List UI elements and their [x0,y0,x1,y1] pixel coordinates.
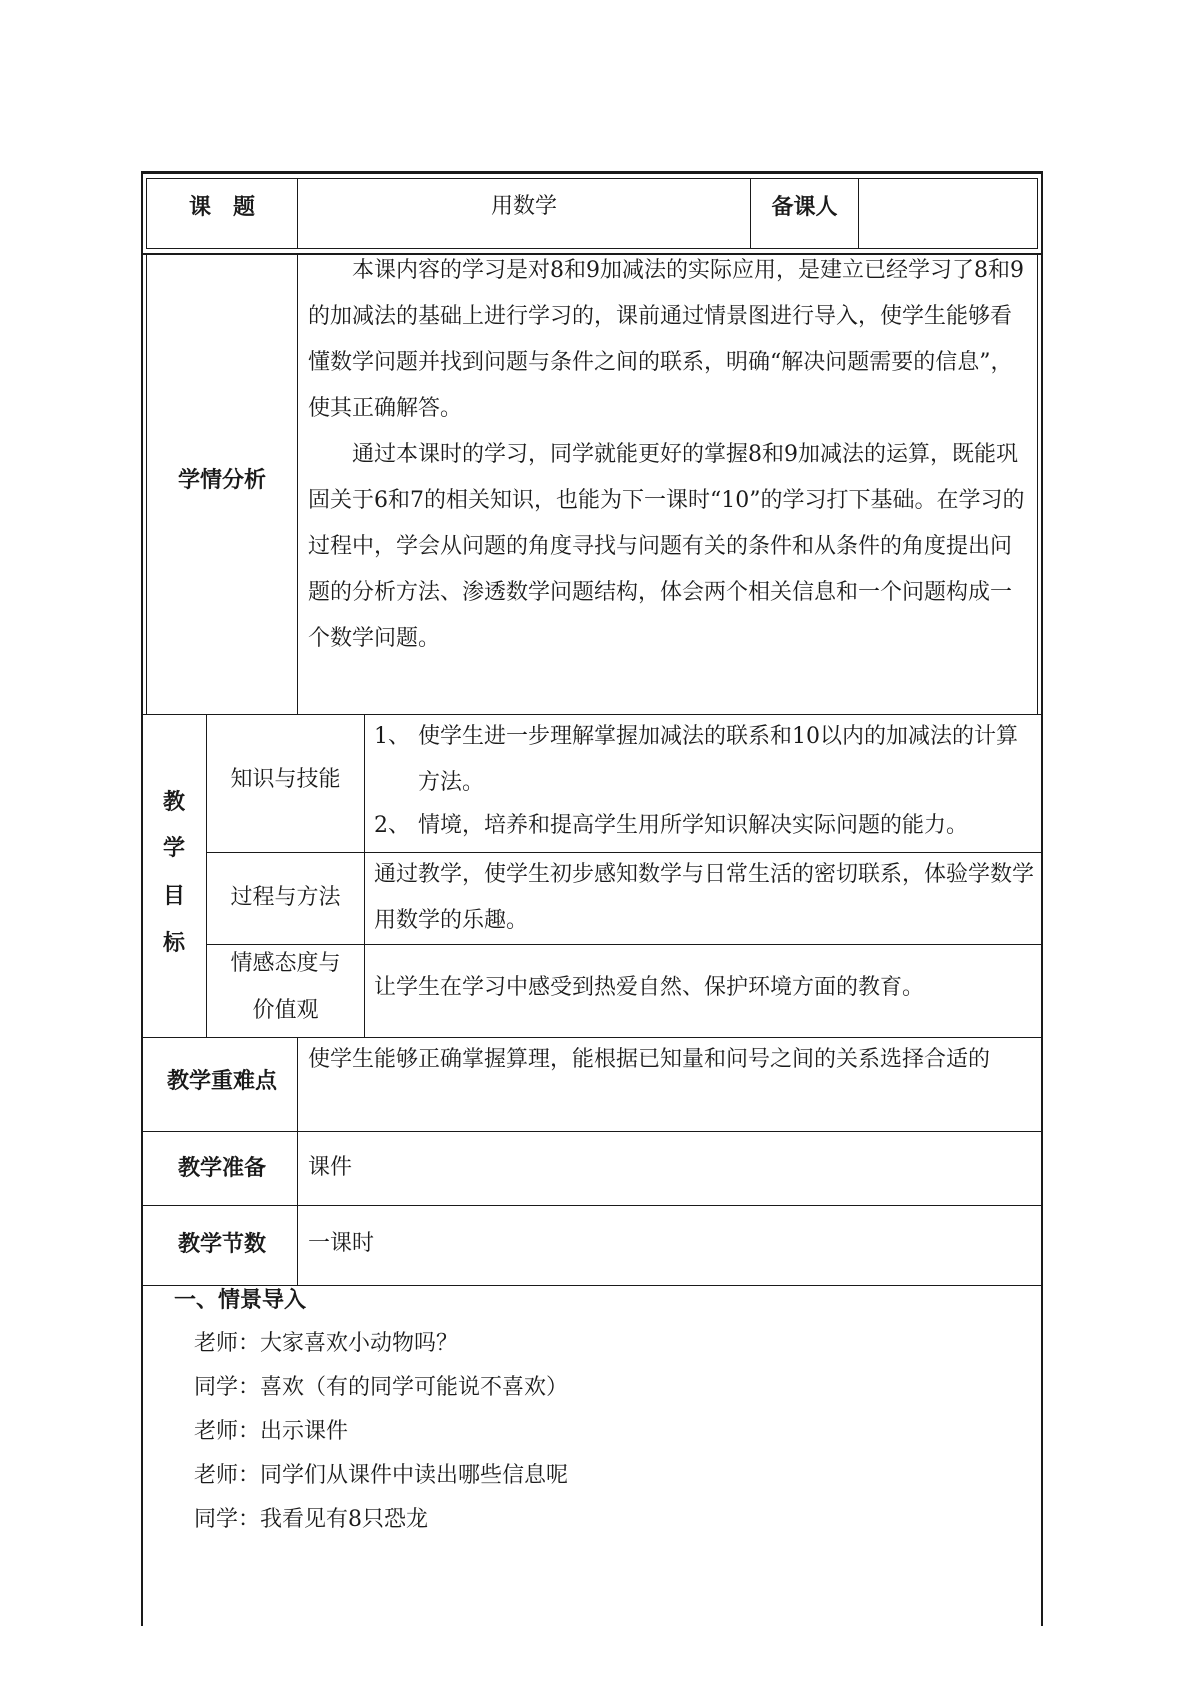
goal-item-number: 1、 [374,724,410,749]
goal-emotion-label: 价值观 [252,998,319,1023]
table-border [141,1131,1043,1132]
table-border [364,714,365,1037]
dialogue-line: 老师：出示课件 [194,1419,349,1444]
dialogue-line: 老师：同学们从课件中读出哪些信息呢 [194,1463,569,1488]
table-border [141,1205,1043,1206]
table-border [297,1037,298,1286]
table-border [146,178,1038,179]
table-border [1037,254,1038,714]
key-points-text: 使学生能够正确掌握算理，能根据已知量和问号之间的关系选择合适的 [308,1047,991,1072]
key-points-label: 教学重难点 [166,1068,277,1094]
goals-label-char: 标 [162,930,185,956]
preparer-label: 备课人 [771,194,838,220]
topic-label: 课 题 [188,194,255,220]
preparation-text: 课件 [308,1155,353,1180]
goal-process-label: 过程与方法 [230,885,341,910]
goal-emotion-text: 让学生在学习中感受到热爱自然、保护环境方面的教育。 [374,975,925,1000]
table-border [1041,171,1043,1626]
goal-emotion-label: 情感态度与 [230,951,341,976]
goal-item-text: 使学生进一步理解掌握加减法的联系和10以内的加减法的计算方法。 [418,724,1018,795]
goals-label-char: 学 [162,835,185,861]
table-border [141,171,1043,174]
table-border [206,944,1043,945]
table-border [297,254,298,714]
dialogue-line: 同学：喜欢（有的同学可能说不喜欢） [194,1375,569,1400]
process-heading: 一、情景导入 [174,1287,307,1313]
periods-label: 教学节数 [177,1231,266,1257]
topic-value: 用数学 [490,194,557,219]
goal-item-number: 2、 [374,813,410,838]
goal-item-text: 情境，培养和提高学生用所学知识解决实际问题的能力。 [418,813,969,838]
table-border [206,714,207,1037]
periods-text: 一课时 [308,1231,375,1256]
preparation-label: 教学准备 [177,1155,266,1181]
table-border [858,178,859,248]
table-border [141,1285,1043,1286]
dialogue-line: 同学：我看见有8只恐龙 [194,1507,428,1532]
goal-knowledge-label: 知识与技能 [230,767,341,792]
table-border [1037,178,1038,248]
dialogue-line: 老师：大家喜欢小动物吗？ [194,1331,459,1356]
goal-process-text: 通过教学，使学生初步感知数学与日常生活的密切联系，体验学数学用数学的乐趣。 [374,862,1035,933]
goals-label-char: 教 [162,789,185,815]
analysis-paragraph-1: 本课内容的学习是对8和9加减法的实际应用，是建立已经学习了8和9的加减法的基础上进行学习的，课前通过情景图进行导入，使学生能够看懂数学问题并找到问题与条件之间的联系，明确“解决问题需要的信息”，使其正确解答。 [308,258,1024,421]
analysis-label: 学情分析 [177,467,266,493]
goals-label-char: 目 [162,883,185,909]
analysis-paragraph-2: 通过本课时的学习，同学就能更好的掌握8和9加减法的运算，既能巩固关于6和7的相关知识，也能为下一课时“10”的学习打下基础。在学习的过程中，学会从问题的角度寻找与问题有关的条件和从条件的角度提出问题的分析方法、渗透数学问题结构，体会两个相关信息和一个问题构成一个数学问题。 [308,442,1025,651]
